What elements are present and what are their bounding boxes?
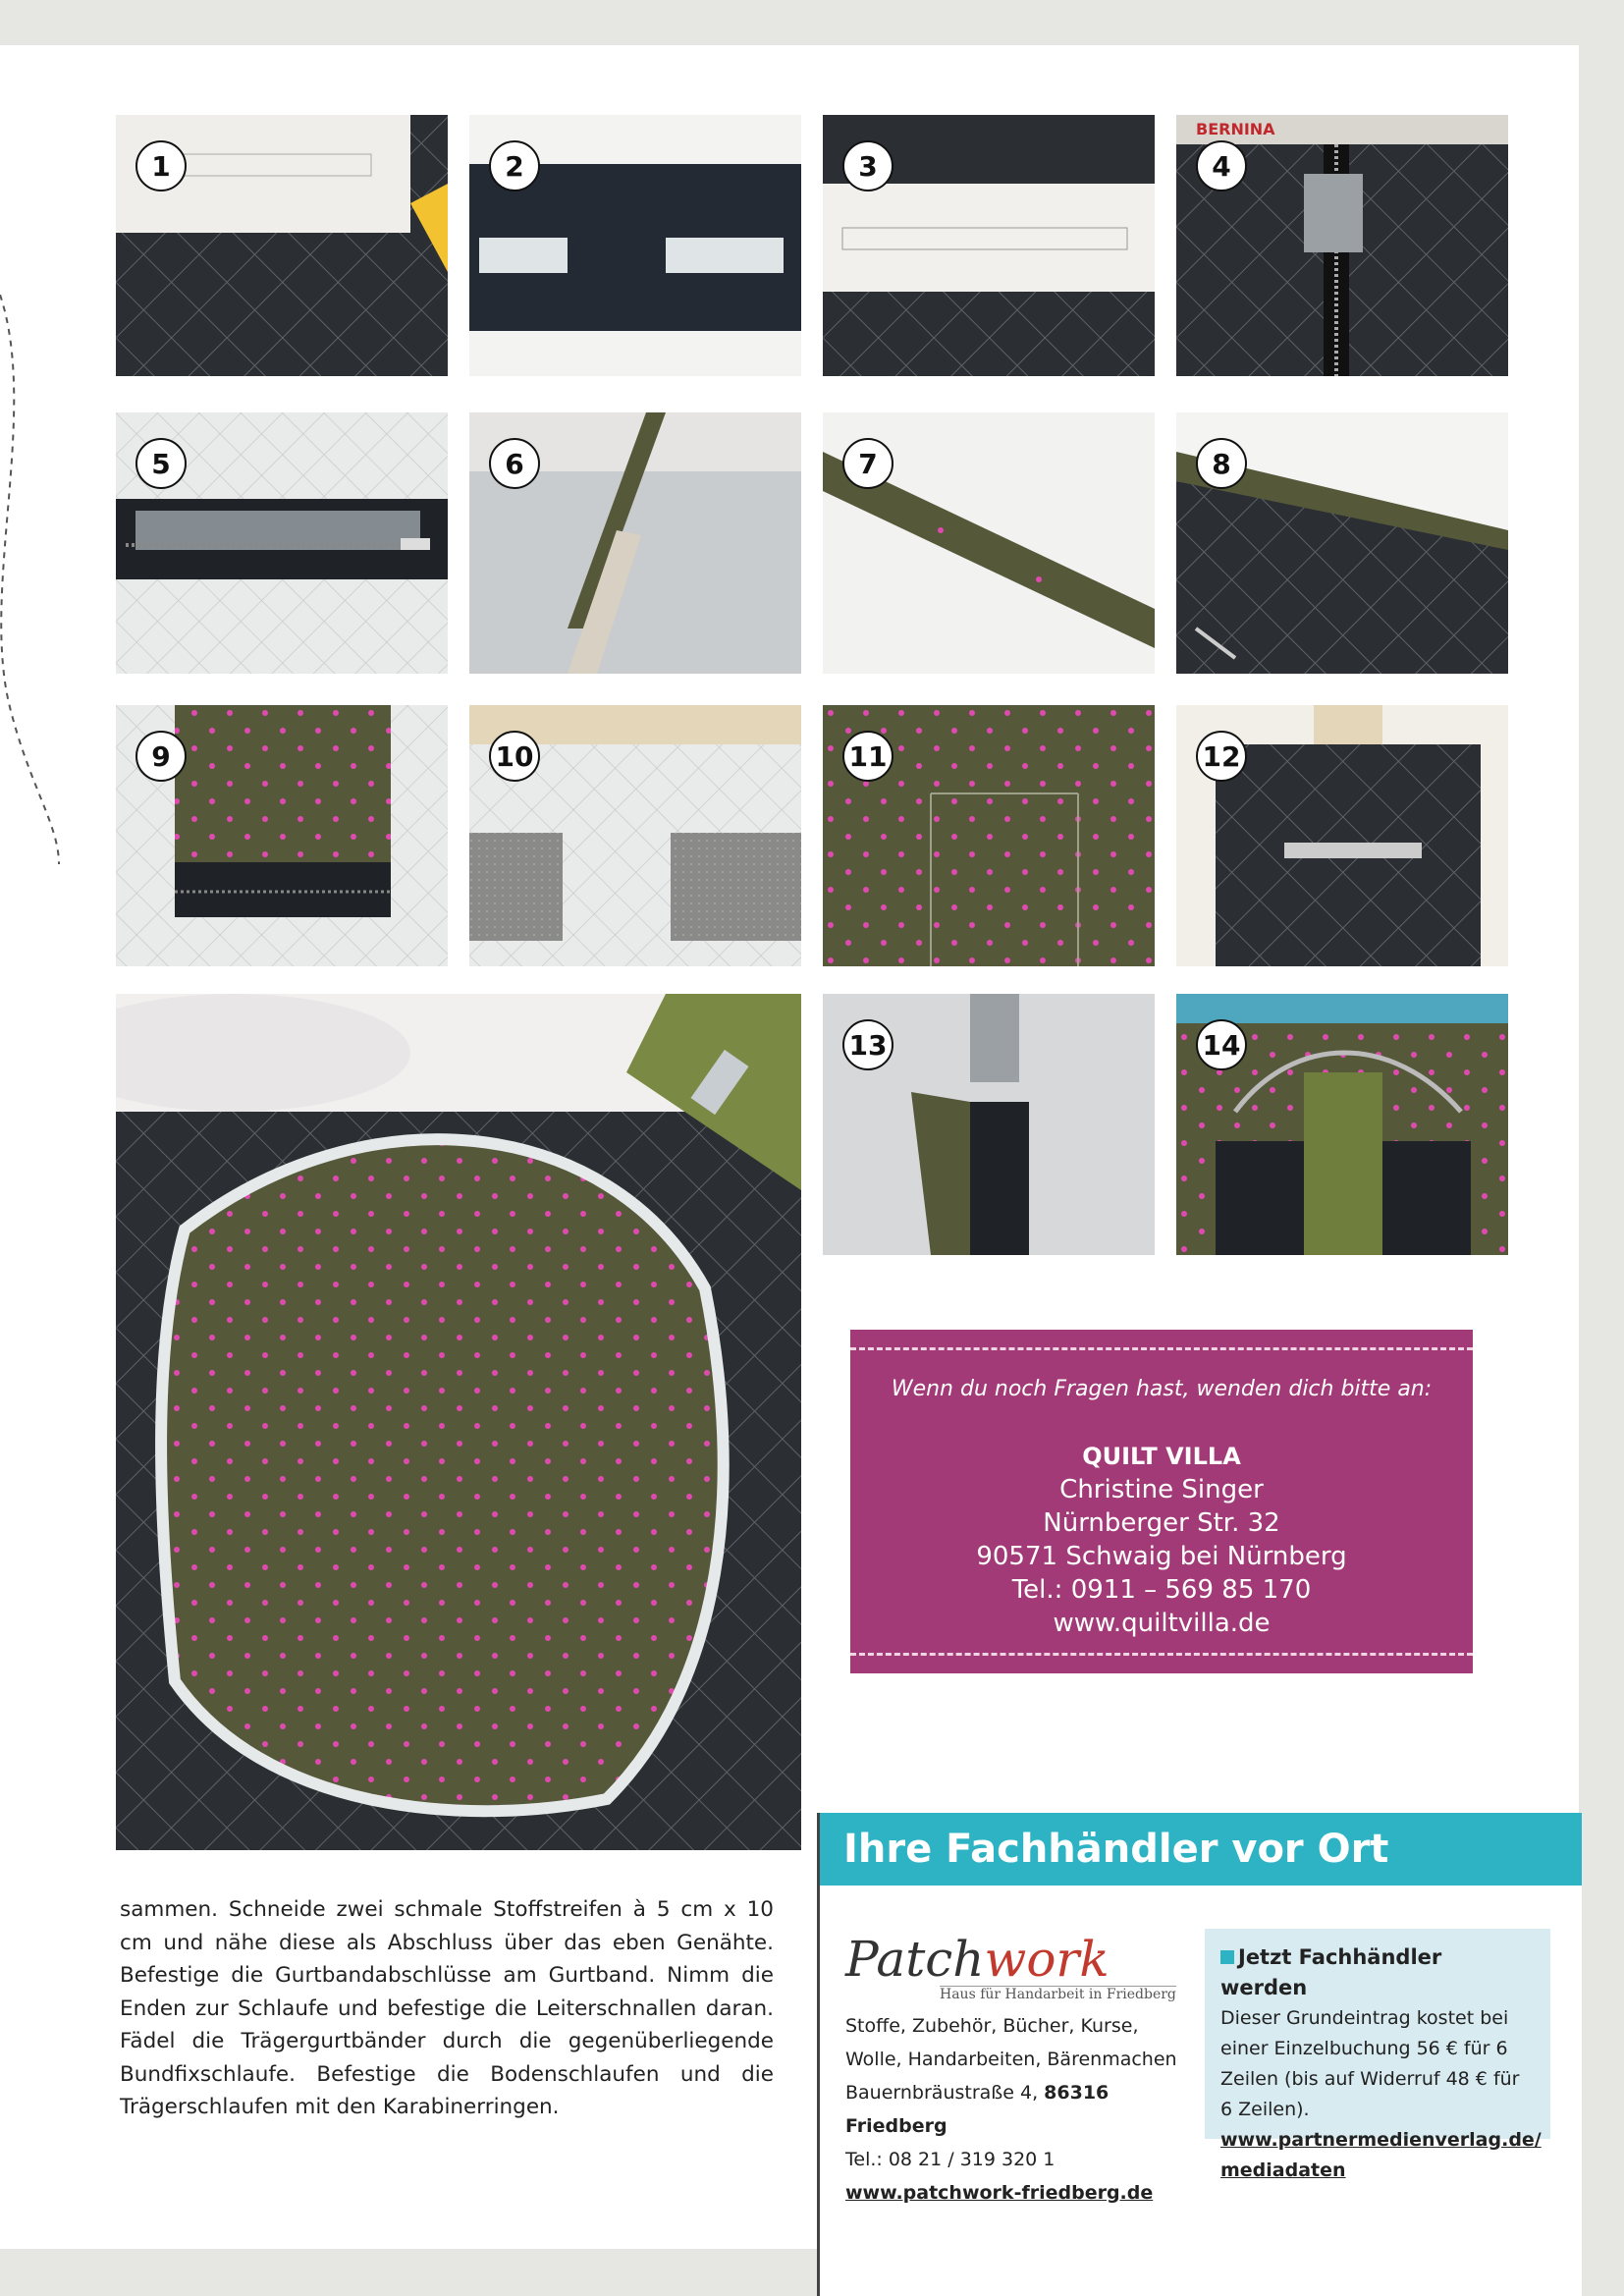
step-badge: 7 (842, 438, 893, 489)
contact-person: Christine Singer (1059, 1475, 1264, 1504)
step-badge: 13 (842, 1019, 893, 1070)
page-margin-bottom (0, 2249, 817, 2296)
step-badge: 4 (1196, 140, 1247, 191)
contact-city: 90571 Schwaig bei Nürnberg (976, 1542, 1347, 1571)
square-bullet-icon (1220, 1950, 1234, 1964)
dealer-header: Ihre Fachhändler vor Ort (820, 1813, 1582, 1886)
dashed-seam-line (0, 295, 118, 884)
svg-text:BERNINA: BERNINA (1196, 120, 1275, 138)
instruction-text: sammen. Schneide zwei schmale Stoffstreifen à 5 cm x 10 cm und nähe diese als Abschluss über das eben Genähte. Befestige die Gurtbandabschlüsse am Gurtband. Nimm die Enden zur Schlaufe und befestige die Leiterschnallen daran. Fädel die Trägergurtbänder durch die gegenüberliegende Bundfixschlaufe. Befestige die Bodenschlaufen und die Trägerschlaufen mit den Karabinerringen. (120, 1897, 774, 2119)
promo-text: Dieser Grundeintrag kostet bei einer Einzelbuchung 56 € für 6 Zeilen (bis auf Widerruf 48 € für 6 Zeilen). (1220, 2007, 1520, 2120)
contact-intro: Wenn du noch Fragen hast, wenden dich bitte an: (891, 1377, 1433, 1401)
step-badge: 3 (842, 140, 893, 191)
promo-title: Jetzt Fachhändler werden (1220, 1945, 1442, 1999)
step-photo-12 (1176, 705, 1508, 966)
dealer-phone: Tel.: 08 21 / 319 320 1 (845, 2149, 1056, 2170)
step-badge: 12 (1196, 731, 1247, 782)
contact-web: www.quiltvilla.de (1053, 1609, 1271, 1638)
step-badge: 5 (135, 438, 187, 489)
contact-box (850, 1330, 1473, 1673)
step-photo-13 (823, 994, 1155, 1255)
contact-name: QUILT VILLA (1082, 1443, 1241, 1470)
step-photo-11 (823, 705, 1155, 966)
dealer-info (845, 2009, 1199, 2210)
step-badge: 14 (1196, 1019, 1247, 1070)
patchwork-logo: Patchwork Haus für Handarbeit in Friedberg (845, 1931, 1176, 2002)
contact-street: Nürnberger Str. 32 (1043, 1508, 1280, 1538)
step-photo-6 (469, 412, 801, 674)
step-photo-9 (116, 705, 448, 966)
step-photo-8 (1176, 412, 1508, 674)
step-badge: 6 (489, 438, 540, 489)
step-photo-14 (1176, 994, 1508, 1255)
step-badge: 8 (1196, 438, 1247, 489)
page-margin-right (1579, 1787, 1624, 2296)
dealer-line1: Stoffe, Zubehör, Bücher, Kurse, (845, 2015, 1139, 2037)
promo-box (1205, 1929, 1550, 2181)
step-photo-10 (469, 705, 801, 966)
step-badge: 11 (842, 731, 893, 782)
dashed-border-bottom (850, 1653, 1473, 1656)
finished-bag-photo (116, 994, 801, 1850)
step-badge: 10 (489, 731, 540, 782)
step-photo-5 (116, 412, 448, 674)
step-badge: 1 (135, 140, 187, 191)
dealer-section (817, 1813, 1582, 2296)
step-photo-4 (1176, 115, 1508, 376)
step-photo-3 (823, 115, 1155, 376)
dealer-address: Bauernbräustraße 4, 86316 Friedberg (845, 2082, 1110, 2137)
step-photo-2 (469, 115, 801, 376)
dealer-web-link[interactable]: www.patchwork-friedberg.de (845, 2182, 1154, 2204)
promo-link[interactable]: www.partnermedienverlag.de/ mediadaten (1220, 2129, 1542, 2181)
dealer-line2: Wolle, Handarbeiten, Bärenmachen (845, 2049, 1177, 2070)
step-badge: 9 (135, 731, 187, 782)
contact-phone: Tel.: 0911 – 569 85 170 (1011, 1575, 1312, 1605)
step-photo-1 (116, 115, 448, 376)
step-photo-7 (823, 412, 1155, 674)
dashed-border-top (850, 1347, 1473, 1350)
step-badge: 2 (489, 140, 540, 191)
